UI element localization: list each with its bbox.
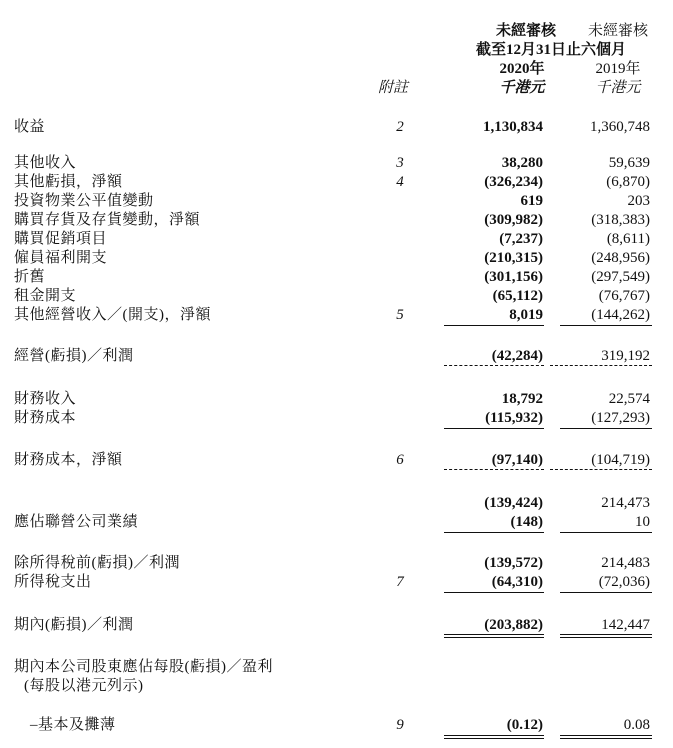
- row-value-2020: (309,982): [484, 212, 543, 228]
- row-value-2020: 38,280: [501, 155, 543, 171]
- row-value-2019: 203: [627, 193, 650, 209]
- underline-2020: [444, 532, 544, 533]
- row-value-2020: (64,310): [491, 574, 543, 590]
- row-note: 5: [396, 307, 404, 323]
- row-value-2020: 619: [520, 193, 543, 209]
- eps-heading: 期內本公司股東應佔每股(虧損)／盈利: [14, 659, 273, 675]
- row-value-2020: 8,019: [509, 307, 543, 323]
- row-label: 購買存貨及存貨變動，淨額: [14, 212, 201, 228]
- row-note: 3: [396, 155, 404, 171]
- row-value-2020: (115,932): [485, 410, 543, 426]
- row-value-2019: (248,956): [591, 250, 650, 266]
- double-underline-2020: [444, 735, 544, 736]
- row-value-2020: (7,237): [499, 231, 543, 247]
- row-note: 7: [396, 574, 404, 590]
- underline-2020: [444, 325, 544, 326]
- dashed-underline-2019: [550, 365, 652, 366]
- double-underline-2019: [560, 738, 652, 739]
- header-year-2019: 2019年: [595, 61, 641, 77]
- row-label: 財務成本: [14, 410, 77, 426]
- row-label: 折舊: [14, 269, 46, 285]
- header-notes: 附註: [378, 80, 409, 96]
- row-value-2019: 0.08: [623, 717, 650, 733]
- row-label: 收益: [14, 119, 46, 135]
- row-label: 其他經營收入／(開支)，淨額: [14, 307, 211, 323]
- row-label: 除所得稅前(虧損)／利潤: [14, 555, 180, 571]
- dashed-underline-2020: [444, 365, 544, 366]
- row-value-2020: (203,882): [484, 617, 543, 633]
- row-label: 期內(虧損)／利潤: [14, 617, 134, 633]
- row-value-2019: 10: [635, 514, 650, 530]
- dashed-underline-2019: [550, 469, 652, 470]
- row-value-2020: (0.12): [506, 717, 543, 733]
- dashed-underline-2020: [444, 469, 544, 470]
- header-unit-2020: 千港元: [499, 80, 545, 96]
- underline-2019: [560, 532, 652, 533]
- header-period: 截至12月31日止六個月: [475, 42, 626, 58]
- row-label: 財務成本，淨額: [14, 452, 123, 468]
- row-value-2019: (76,767): [598, 288, 650, 304]
- row-value-2020: (139,424): [484, 495, 543, 511]
- double-underline-2020: [444, 634, 544, 635]
- row-value-2019: (297,549): [591, 269, 650, 285]
- row-value-2020: (139,572): [484, 555, 543, 571]
- row-label: 僱員福利開支: [14, 250, 108, 266]
- header-unit-2019: 千港元: [595, 80, 641, 96]
- row-value-2020: 18,792: [501, 391, 543, 407]
- header-unaudited-2019: 未經審核: [587, 23, 648, 39]
- row-value-2019: 214,483: [601, 555, 650, 571]
- row-value-2019: 214,473: [601, 495, 650, 511]
- row-value-2019: 59,639: [608, 155, 650, 171]
- row-value-2019: (127,293): [591, 410, 650, 426]
- row-value-2020: (97,140): [491, 452, 543, 468]
- row-value-2019: (144,262): [591, 307, 650, 323]
- row-value-2019: (6,870): [606, 174, 650, 190]
- double-underline-2019: [560, 637, 652, 638]
- row-label: 購買促銷項目: [14, 231, 108, 247]
- row-label: 應佔聯營公司業績: [14, 514, 139, 530]
- header-unaudited-2020: 未經審核: [495, 23, 556, 39]
- row-value-2020: 1,130,834: [483, 119, 543, 135]
- row-value-2020: (148): [510, 514, 543, 530]
- row-label: 經營(虧損)／利潤: [14, 348, 134, 364]
- row-note: 9: [396, 717, 404, 733]
- double-underline-2019: [560, 634, 652, 635]
- row-value-2019: 22,574: [608, 391, 650, 407]
- row-label: 其他虧損，淨額: [14, 174, 123, 190]
- double-underline-2020: [444, 738, 544, 739]
- double-underline-2019: [560, 735, 652, 736]
- row-value-2019: (104,719): [591, 452, 650, 468]
- row-label: 所得稅支出: [14, 574, 92, 590]
- header-year-2020: 2020年: [499, 61, 545, 77]
- row-note: 4: [396, 174, 404, 190]
- row-value-2020: (210,315): [484, 250, 543, 266]
- double-underline-2020: [444, 637, 544, 638]
- row-value-2019: 319,192: [601, 348, 650, 364]
- underline-2020: [444, 592, 544, 593]
- row-label: 租金開支: [14, 288, 77, 304]
- eps-subheading: (每股以港元列示): [24, 678, 144, 694]
- row-value-2019: (72,036): [598, 574, 650, 590]
- row-note: 6: [396, 452, 404, 468]
- row-value-2019: (8,611): [606, 231, 650, 247]
- row-label: 投資物業公平值變動: [14, 193, 154, 209]
- row-label: 財務收入: [14, 391, 77, 407]
- row-value-2020: (301,156): [484, 269, 543, 285]
- row-value-2019: 1,360,748: [590, 119, 650, 135]
- row-value-2019: (318,383): [591, 212, 650, 228]
- row-value-2019: 142,447: [601, 617, 650, 633]
- underline-2019: [560, 428, 652, 429]
- underline-2019: [560, 325, 652, 326]
- row-note: 2: [396, 119, 404, 135]
- underline-2019: [560, 592, 652, 593]
- row-label: 其他收入: [14, 155, 77, 171]
- row-value-2020: (42,284): [491, 348, 543, 364]
- row-value-2020: (326,234): [484, 174, 543, 190]
- row-label: –基本及攤薄: [30, 717, 116, 733]
- underline-2020: [444, 428, 544, 429]
- row-value-2020: (65,112): [492, 288, 543, 304]
